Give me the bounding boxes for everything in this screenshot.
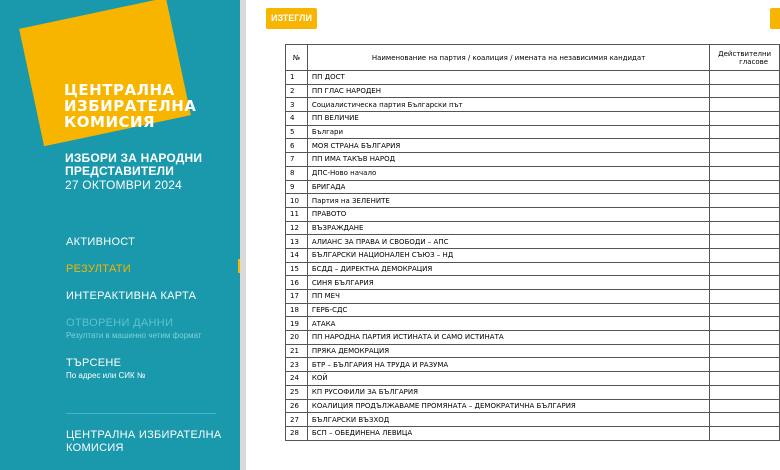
row-number: 25 <box>286 385 308 399</box>
row-party-name: БСП – ОБЕДИНЕНА ЛЕВИЦА <box>307 426 709 440</box>
cec-link-line-1: ЦЕНТРАЛНА ИЗБИРАТЕЛНА <box>66 429 222 441</box>
row-number: 11 <box>286 207 308 221</box>
table-row <box>286 207 780 221</box>
header-number: № <box>286 45 308 71</box>
logo-line-1: ЦЕНТРАЛНА <box>64 81 175 99</box>
table-row <box>286 399 780 413</box>
election-title-line-2: ПРЕДСТАВИТЕЛИ <box>65 164 175 178</box>
row-valid-votes <box>710 372 780 386</box>
row-party-name: АЛИАНС ЗА ПРАВА И СВОБОДИ – АПС <box>307 235 709 249</box>
main-content <box>246 0 780 470</box>
row-valid-votes <box>710 331 780 345</box>
row-number: 8 <box>286 166 308 180</box>
row-party-name: КОАЛИЦИЯ ПРОДЪЛЖАВАМЕ ПРОМЯНАТА – ДЕМОКРАТИЧНА БЪЛГАРИЯ <box>307 399 709 413</box>
election-info <box>65 152 202 192</box>
sidebar-divider <box>66 413 216 414</box>
nav-open-data-label: ОТВОРЕНИ ДАННИ <box>66 317 174 329</box>
row-number: 20 <box>286 331 308 345</box>
table-row <box>286 84 780 98</box>
row-number: 13 <box>286 235 308 249</box>
row-valid-votes <box>710 153 780 167</box>
table-row <box>286 262 780 276</box>
header-valid-votes <box>710 45 780 71</box>
election-date: 27 ОКТОМВРИ 2024 <box>65 178 182 192</box>
table-row <box>286 290 780 304</box>
row-number: 4 <box>286 112 308 126</box>
row-number: 23 <box>286 358 308 372</box>
table-row <box>286 426 780 440</box>
table-row <box>286 153 780 167</box>
row-party-name: КОЙ <box>307 372 709 386</box>
table-row <box>286 276 780 290</box>
table-row <box>286 166 780 180</box>
row-party-name: БЪЛГАРСКИ ВЪЗХОД <box>307 413 709 427</box>
row-party-name: ПРЯКА ДЕМОКРАЦИЯ <box>307 344 709 358</box>
row-number: 2 <box>286 84 308 98</box>
row-valid-votes <box>710 180 780 194</box>
table-row <box>286 194 780 208</box>
row-valid-votes <box>710 303 780 317</box>
row-party-name: ВЪЗРАЖДАНЕ <box>307 221 709 235</box>
row-number: 6 <box>286 139 308 153</box>
table-row <box>286 71 780 85</box>
table-row <box>286 235 780 249</box>
row-party-name: Социалистическа партия Български път <box>307 98 709 112</box>
row-party-name: ПРАВОТО <box>307 207 709 221</box>
row-number: 21 <box>286 344 308 358</box>
nav-results[interactable]: РЕЗУЛТАТИ <box>66 263 131 275</box>
row-valid-votes <box>710 125 780 139</box>
logo-line-3: КОМИСИЯ <box>64 113 156 131</box>
row-party-name: КП РУСОФИЛИ ЗА БЪЛГАРИЯ <box>307 385 709 399</box>
row-number: 24 <box>286 372 308 386</box>
table-row <box>286 358 780 372</box>
logo-line-2: ИЗБИРАТЕЛНА <box>64 97 197 115</box>
row-valid-votes <box>710 194 780 208</box>
header-valid-votes-line-1: Действителни <box>718 49 772 58</box>
table-row <box>286 139 780 153</box>
row-party-name: АТАКА <box>307 317 709 331</box>
row-party-name: ДПС-Ново начало <box>307 166 709 180</box>
row-party-name: БЪЛГАРСКИ НАЦИОНАЛЕН СЪЮЗ – НД <box>307 248 709 262</box>
row-valid-votes <box>710 317 780 331</box>
row-party-name: Партия на ЗЕЛЕНИТЕ <box>307 194 709 208</box>
table-row <box>286 331 780 345</box>
row-party-name: ПП ГЛАС НАРОДЕН <box>307 84 709 98</box>
row-valid-votes <box>710 71 780 85</box>
row-valid-votes <box>710 166 780 180</box>
row-party-name: ПП ИМА ТАКЪВ НАРОД <box>307 153 709 167</box>
table-row <box>286 413 780 427</box>
row-valid-votes <box>710 112 780 126</box>
nav-activity[interactable]: АКТИВНОСТ <box>66 236 136 248</box>
cec-link-line-2: КОМИСИЯ <box>66 442 124 454</box>
nav-search-label: ТЪРСЕНЕ <box>66 357 122 369</box>
table-row <box>286 303 780 317</box>
row-number: 17 <box>286 290 308 304</box>
table-row <box>286 98 780 112</box>
table-row <box>286 112 780 126</box>
row-number: 3 <box>286 98 308 112</box>
header-party-name: Наименование на партия / коалиция / имената на независимия кандидат <box>307 45 709 71</box>
row-number: 14 <box>286 248 308 262</box>
row-valid-votes <box>710 248 780 262</box>
row-party-name: ПП ВЕЛИЧИЕ <box>307 112 709 126</box>
row-party-name: ПП НАРОДНА ПАРТИЯ ИСТИНАТА И САМО ИСТИНАТА <box>307 331 709 345</box>
table-row <box>286 372 780 386</box>
row-number: 27 <box>286 413 308 427</box>
results-table <box>285 44 780 441</box>
table-row <box>286 344 780 358</box>
row-valid-votes <box>710 98 780 112</box>
row-number: 19 <box>286 317 308 331</box>
row-party-name: ПП МЕЧ <box>307 290 709 304</box>
table-row <box>286 180 780 194</box>
table-row <box>286 248 780 262</box>
row-number: 5 <box>286 125 308 139</box>
table-row <box>286 385 780 399</box>
row-number: 1 <box>286 71 308 85</box>
download-button[interactable]: ИЗТЕГЛИ <box>266 8 317 29</box>
row-number: 12 <box>286 221 308 235</box>
row-party-name: БСДД – ДИРЕКТНА ДЕМОКРАЦИЯ <box>307 262 709 276</box>
cec-logo[interactable] <box>64 82 196 130</box>
sidebar <box>0 0 240 470</box>
row-number: 26 <box>286 399 308 413</box>
row-valid-votes <box>710 235 780 249</box>
row-valid-votes <box>710 290 780 304</box>
row-valid-votes <box>710 276 780 290</box>
row-party-name: Българи <box>307 125 709 139</box>
row-party-name: БРИГАДА <box>307 180 709 194</box>
table-row <box>286 317 780 331</box>
row-valid-votes <box>710 139 780 153</box>
cec-link[interactable] <box>66 429 221 455</box>
row-party-name: БТР – БЪЛГАРИЯ НА ТРУДА И РАЗУМА <box>307 358 709 372</box>
row-valid-votes <box>710 426 780 440</box>
nav-interactive-map[interactable]: ИНТЕРАКТИВНА КАРТА <box>66 290 197 302</box>
row-number: 7 <box>286 153 308 167</box>
row-valid-votes <box>710 221 780 235</box>
row-number: 15 <box>286 262 308 276</box>
table-row <box>286 221 780 235</box>
nav-open-data-subtitle: Резултати в машинно четим формат <box>66 331 202 340</box>
row-number: 16 <box>286 276 308 290</box>
row-valid-votes <box>710 344 780 358</box>
header-valid-votes-line-2: гласове <box>739 57 769 66</box>
row-valid-votes <box>710 399 780 413</box>
download-button-secondary[interactable] <box>770 8 780 29</box>
row-party-name: ПП ДОСТ <box>307 71 709 85</box>
row-valid-votes <box>710 262 780 276</box>
nav-search-subtitle: По адрес или СИК № <box>66 371 146 380</box>
table-header-row <box>286 45 780 71</box>
table-body <box>286 71 780 441</box>
row-party-name: ГЕРБ-СДС <box>307 303 709 317</box>
row-party-name: СИНЯ БЪЛГАРИЯ <box>307 276 709 290</box>
row-valid-votes <box>710 84 780 98</box>
table-row <box>286 125 780 139</box>
row-valid-votes <box>710 385 780 399</box>
row-valid-votes <box>710 358 780 372</box>
row-number: 9 <box>286 180 308 194</box>
nav-active-marker <box>238 259 240 273</box>
row-number: 28 <box>286 426 308 440</box>
row-valid-votes <box>710 207 780 221</box>
row-number: 18 <box>286 303 308 317</box>
row-number: 10 <box>286 194 308 208</box>
row-party-name: МОЯ СТРАНА БЪЛГАРИЯ <box>307 139 709 153</box>
election-title-line-1: ИЗБОРИ ЗА НАРОДНИ <box>65 151 203 165</box>
nav-search[interactable] <box>66 357 145 380</box>
row-valid-votes <box>710 413 780 427</box>
nav-open-data[interactable] <box>66 317 201 340</box>
